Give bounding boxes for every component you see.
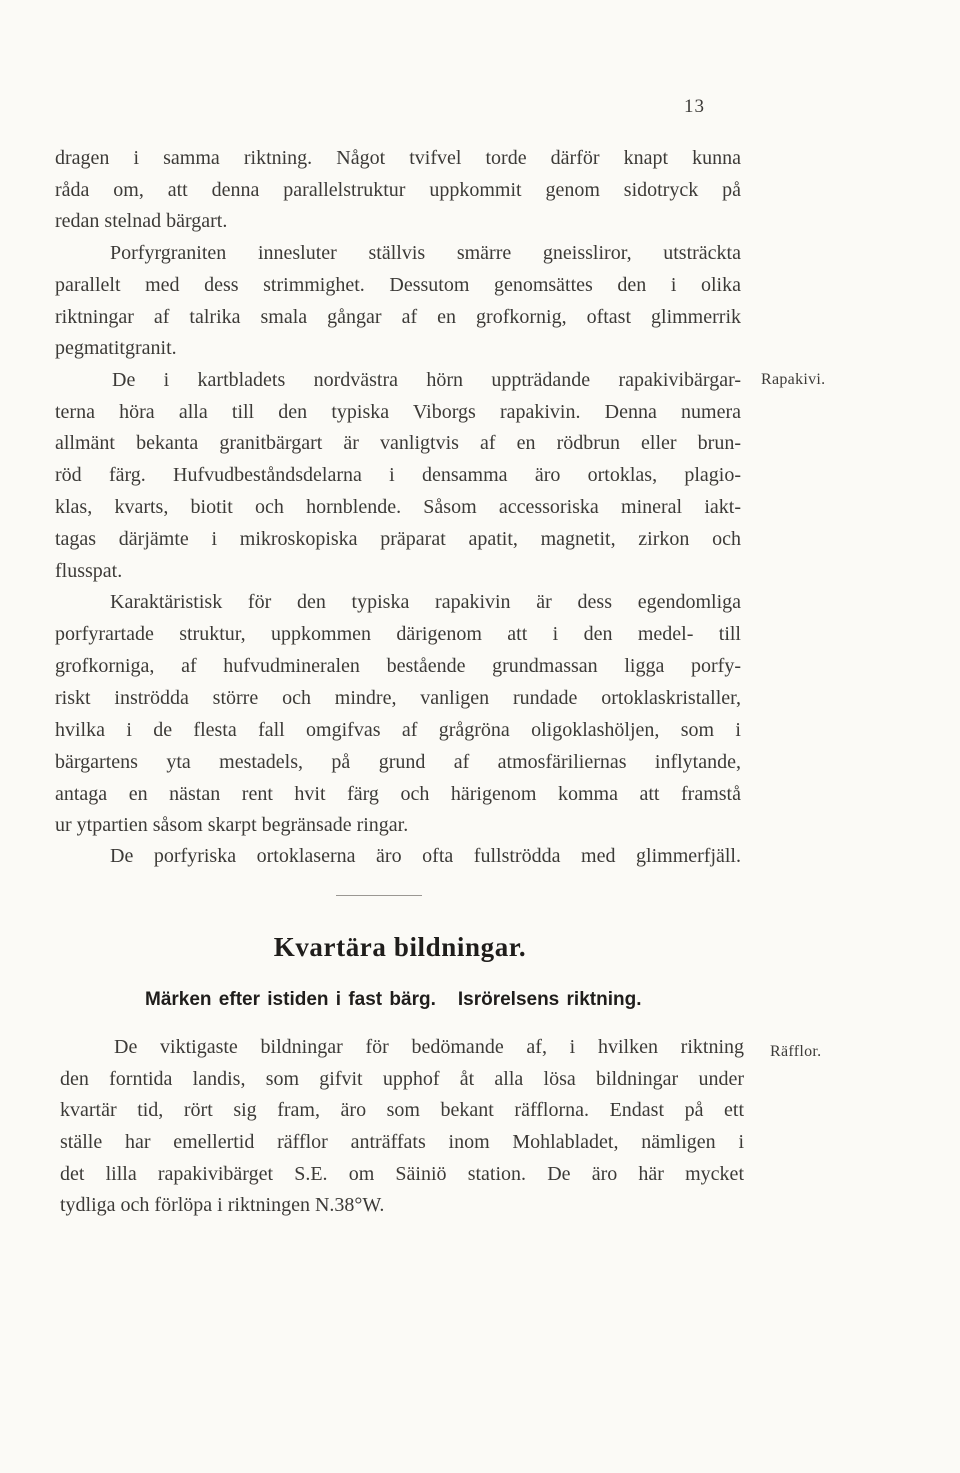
text-line: ställe har emellertid räfflor anträffats inom Mohlabladet, nämligen i xyxy=(60,1131,744,1153)
text-line: Porfyrgraniten innesluter ställvis smärre gneissliror, utsträckta xyxy=(110,242,741,264)
text-line: klas, kvarts, biotit och hornblende. Såsom accessoriska mineral iakt- xyxy=(55,496,741,518)
text-line: flusspat. xyxy=(55,560,123,582)
text-line: tydliga och förlöpa i riktningen N.38°W. xyxy=(60,1194,385,1216)
text-line: De i kartbladets nordvästra hörn uppträdande rapakivibärgar- xyxy=(112,369,741,391)
text-line: det lilla rapakivibärget S.E. om Säiniö station. De äro här mycket xyxy=(60,1163,744,1185)
text-line: bärgartens yta mestadels, på grund af atmosfäriliernas inflytande, xyxy=(55,751,741,773)
text-line: redan stelnad bärgart. xyxy=(55,210,228,232)
subheading-part-2: Isrörelsens riktning. xyxy=(457,989,642,1010)
text-line: kvartär tid, rört sig fram, äro som bekant räfflorna. Endast på ett xyxy=(60,1099,744,1121)
text-line: parallelt med dess strimmighet. Dessutom genomsättes den i olika xyxy=(55,274,741,296)
section-divider xyxy=(336,895,422,896)
page-number: 13 xyxy=(684,96,705,117)
text-line: riktningar af talrika smala gångar af en grofkornig, oftast glimmerrik xyxy=(55,306,741,328)
section-subheading xyxy=(145,989,641,1011)
section-heading: Kvartära bildningar. xyxy=(273,932,527,962)
text-line: hvilka i de flesta fall omgifvas af grågröna oligoklashöljen, som i xyxy=(55,719,741,741)
margin-note-rapakivi: Rapakivi. xyxy=(761,371,826,388)
text-line: tagas därjämte i mikroskopiska präparat apatit, magnetit, zirkon och xyxy=(55,528,741,550)
text-line: grofkorniga, af hufvudmineralen bestående grundmassan ligga porfy- xyxy=(55,655,741,677)
text-line: den forntida landis, som gifvit upphof åt alla lösa bildningar under xyxy=(60,1068,744,1090)
text-line: De porfyriska ortoklaserna äro ofta fullströdda med glimmerfjäll. xyxy=(110,845,741,867)
text-line: Karaktäristisk för den typiska rapakivin är dess egendomliga xyxy=(110,591,741,613)
text-line: råda om, att denna parallelstruktur uppkommit genom sidotryck på xyxy=(55,179,741,201)
text-line: ur ytpartien såsom skarpt begränsade ringar. xyxy=(55,814,409,836)
text-line: porfyrartade struktur, uppkommen därigenom att i den medel- till xyxy=(55,623,741,645)
text-line: röd färg. Hufvudbeståndsdelarna i densamma äro ortoklas, plagio- xyxy=(55,464,741,486)
text-line: antaga en nästan rent hvit färg och härigenom komma att framstå xyxy=(55,783,741,805)
text-line: terna höra alla till den typiska Viborgs rapakivin. Denna numera xyxy=(55,401,741,423)
text-line: De viktigaste bildningar för bedömande af, i hvilken riktning xyxy=(114,1036,744,1058)
subheading-part-1: Märken efter istiden i fast bärg. xyxy=(145,989,436,1010)
margin-note-rafflor: Räfflor. xyxy=(770,1043,822,1060)
text-line: dragen i samma riktning. Något tvifvel torde därför knapt kunna xyxy=(55,147,741,169)
text-line: pegmatitgranit. xyxy=(55,337,177,359)
text-line: riskt inströdda större och mindre, vanligen rundade ortoklaskristaller, xyxy=(55,687,741,709)
text-line: allmänt bekanta granitbärgart är vanligtvis af en rödbrun eller brun- xyxy=(55,432,741,454)
